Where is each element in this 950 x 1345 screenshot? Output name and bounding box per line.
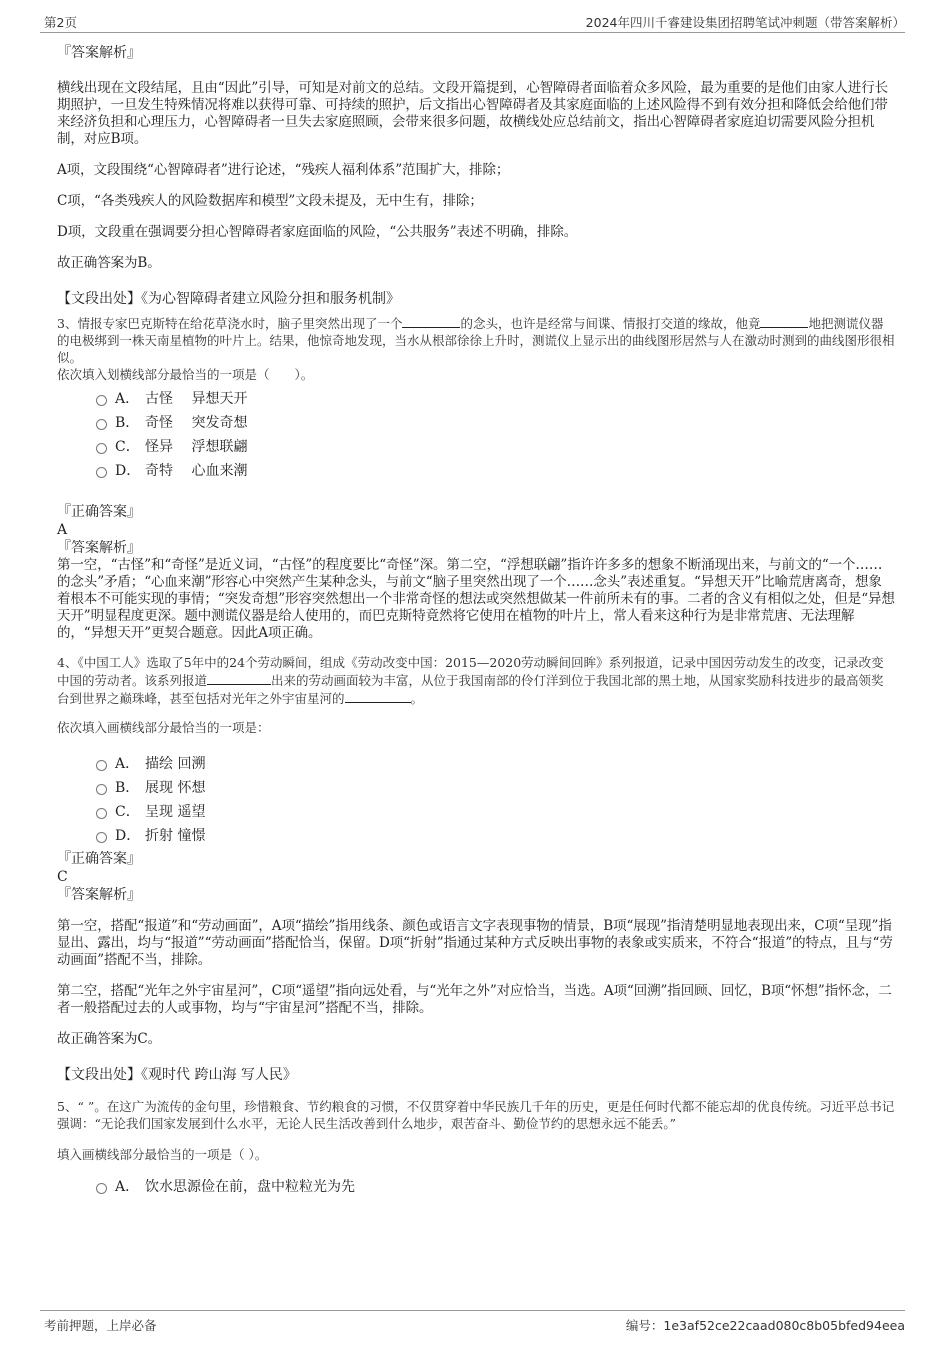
- q3-analysis: 第一空，“古怪”和“奇怪”是近义词，“古怪”的程度要比“奇怪”深。第二空，“浮想联翩”指许许多多的想象不断涌现出来，与前文的“一个……的念头”矛盾；“心血来潮”形容心中突然产生某种念头，与前文“脑子里突然出现了一个……念头”表述重复。“异想天开”比喻荒唐离奇，想象着根本不可能实现的事情；“突发奇想”形容突然想出一个非常奇怪的想法或突然想做某一件前所未有的事。二者的含义有相似之处，但是“异想天开”明显程度更深。题中测谎仪器是给人使用的，而巴克斯特竟然将它使用在植物的叶片上，常人看来这种行为是非常荒唐、无法理解的，“异想天开”更契合题意。因此A项正确。: [57, 557, 895, 641]
- radio-icon[interactable]: [96, 1183, 107, 1194]
- q3-prompt: 依次填入划横线部分最恰当的一项是（ ）。: [57, 367, 314, 382]
- q4-blank-2: [345, 689, 411, 703]
- q4-answer: C: [57, 869, 68, 885]
- q2-source-title: 《为心智障碍者建立风险分担和服务机制》: [141, 291, 400, 307]
- footer-slogan: 考前押题，上岸必备: [44, 1318, 157, 1333]
- q2-answer: 故正确答案为B。: [57, 255, 161, 271]
- q4-analysis-tag: 『答案解析』: [57, 887, 141, 903]
- q3-stem: 3、情报专家巴克斯特在给花草浇水时，脑子里突然出现了一个 的念头，也许是经常与间谍、情报打交道的缘故，他竟 地把测谎仪器的电极绑到一株天南星植物的叶片上。结果，他惊奇地发现，当水从根部徐徐上升时，测谎仪上显示出的曲线图形居然与人在激动时测到的曲线图形很相似。: [57, 316, 895, 365]
- page-number: 第2页: [44, 15, 77, 30]
- q4-option-d[interactable]: D． 折射 憧憬: [57, 826, 895, 850]
- radio-icon[interactable]: [96, 808, 107, 819]
- q3-option-a[interactable]: A． 古怪 异想天开: [57, 389, 895, 413]
- q5-stem: 5、“ ”。在这广为流传的金句里，珍惜粮食、节约粮食的习惯，不仅贯穿着中华民族几千年的历史，更是任何时代都不能忘却的优良传统。习近平总书记强调：“无论我们国家发展到什么水平，无论人民生活改善到什么地步，艰苦奋斗、勤俭节约的思想永远不能丢。”: [57, 1099, 895, 1131]
- q3-analysis-tag: 『答案解析』: [57, 540, 141, 556]
- document-body: [57, 44, 895, 1201]
- radio-icon[interactable]: [96, 395, 107, 406]
- q3-answer: A: [57, 522, 68, 538]
- q3-answer-tag: 『正确答案』: [57, 504, 141, 520]
- q4-blank-1: [207, 671, 271, 685]
- q3-blank-1: [402, 314, 460, 328]
- q2-source: [57, 290, 895, 308]
- q3-blank-2: [760, 314, 808, 328]
- q4-answer-tag: 『正确答案』: [57, 851, 141, 867]
- q4-answer-line: 故正确答案为C。: [57, 1031, 162, 1047]
- q3-option-d[interactable]: D． 奇特 心血来潮: [57, 461, 895, 485]
- q4-stem: 4、《中国工人》选取了5年中的24个劳动瞬间，组成《劳动改变中国：2015—2020劳动瞬间回眸》系列报道，记录中国因劳动发生的改变，记录改变中国的劳动者。该系列报道 出来的劳动画面较为丰富，从位于我国南部的伶仃洋到位于我国北部的黑土地，从国家奖励科技进步的最高领奖台到世界之巅珠峰，甚至包括对光年之外宇宙星河的 。: [57, 655, 884, 706]
- document-id: 编号：1e3af52ce22caad080c8b05bfed94eea: [625, 1318, 905, 1333]
- page-footer: [40, 1310, 905, 1335]
- q2-option-a-note: A项，文段围绕“心智障碍者”进行论述，“残疾人福利体系”范围扩大，排除；: [57, 162, 510, 178]
- radio-icon[interactable]: [96, 784, 107, 795]
- radio-icon[interactable]: [96, 443, 107, 454]
- q5-prompt: 填入画横线部分最恰当的一项是（ ）。: [57, 1147, 268, 1162]
- q4-option-c[interactable]: C． 呈现 遥望: [57, 802, 895, 826]
- q3-option-b[interactable]: B． 奇怪 突发奇想: [57, 413, 895, 437]
- radio-icon[interactable]: [96, 760, 107, 771]
- radio-icon[interactable]: [96, 467, 107, 478]
- q2-analysis: 横线出现在文段结尾，且由“因此”引导，可知是对前文的总结。文段开篇提到，心智障碍者面临着众多风险，最为重要的是他们由家人进行长期照护，一旦发生特殊情况将难以获得可靠、可持续的照护，后文指出心智障碍者及其家庭面临的上述风险得不到有效分担和降低会给他们带来经济负担和心理压力，心智障碍者一旦失去家庭照顾，会带来很多问题，故横线处应总结前文，指出心智障碍者家庭迫切需要风险分担机制，对应B项。: [57, 80, 889, 147]
- document-title: 2024年四川千睿建设集团招聘笔试冲刺题（带答案解析）: [585, 15, 905, 30]
- q2-option-c-note: C项，“各类残疾人的风险数据库和模型”文段未提及，无中生有，排除；: [57, 193, 483, 209]
- q2-analysis-tag: 『答案解析』: [57, 45, 141, 61]
- q4-option-b[interactable]: B． 展现 怀想: [57, 778, 895, 802]
- q4-analysis-2: 第二空，搭配“光年之外宇宙星河”，C项“遥望”指向远处看，与“光年之外”对应恰当，当选。A项“回溯”指回顾、回忆，B项“怀想”指怀念，二者一般搭配过去的人或事物，均与“宇宙星河”搭配不当，排除。: [57, 983, 892, 1016]
- q2-option-d-note: D项，文段重在强调要分担心智障碍者家庭面临的风险，“公共服务”表述不明确，排除。: [57, 224, 578, 240]
- q3-options: [57, 389, 895, 485]
- radio-icon[interactable]: [96, 832, 107, 843]
- radio-icon[interactable]: [96, 419, 107, 430]
- q4-source-title: 《观时代 跨山海 写人民》: [141, 1067, 297, 1083]
- page-header: [40, 10, 905, 33]
- q4-prompt: 依次填入画横线部分最恰当的一项是：: [57, 720, 270, 735]
- q4-analysis-1: 第一空，搭配“报道”和“劳动画面”，A项“描绘”指用线条、颜色或语言文字表现事物的情景，B项“展现”指清楚明显地表现出来，C项“呈现”指显出、露出，均与“报道”“劳动画面”搭配恰当，保留。D项“折射”指通过某种方式反映出事物的表象或实质来，不符合“报道”的特点，且与“劳动画面”搭配不当，排除。: [57, 918, 893, 968]
- q5-options: [57, 1177, 895, 1201]
- q2-source-tag: 【文段出处】: [57, 291, 141, 307]
- q4-option-a[interactable]: A． 描绘 回溯: [57, 754, 895, 778]
- q5-option-a[interactable]: A． 饮水思源俭在前，盘中粒粒光为先: [57, 1177, 895, 1201]
- q4-options: [57, 754, 895, 850]
- q4-source-tag: 【文段出处】: [57, 1067, 141, 1083]
- q4-source: [57, 1066, 895, 1084]
- q3-option-c[interactable]: C． 怪异 浮想联翩: [57, 437, 895, 461]
